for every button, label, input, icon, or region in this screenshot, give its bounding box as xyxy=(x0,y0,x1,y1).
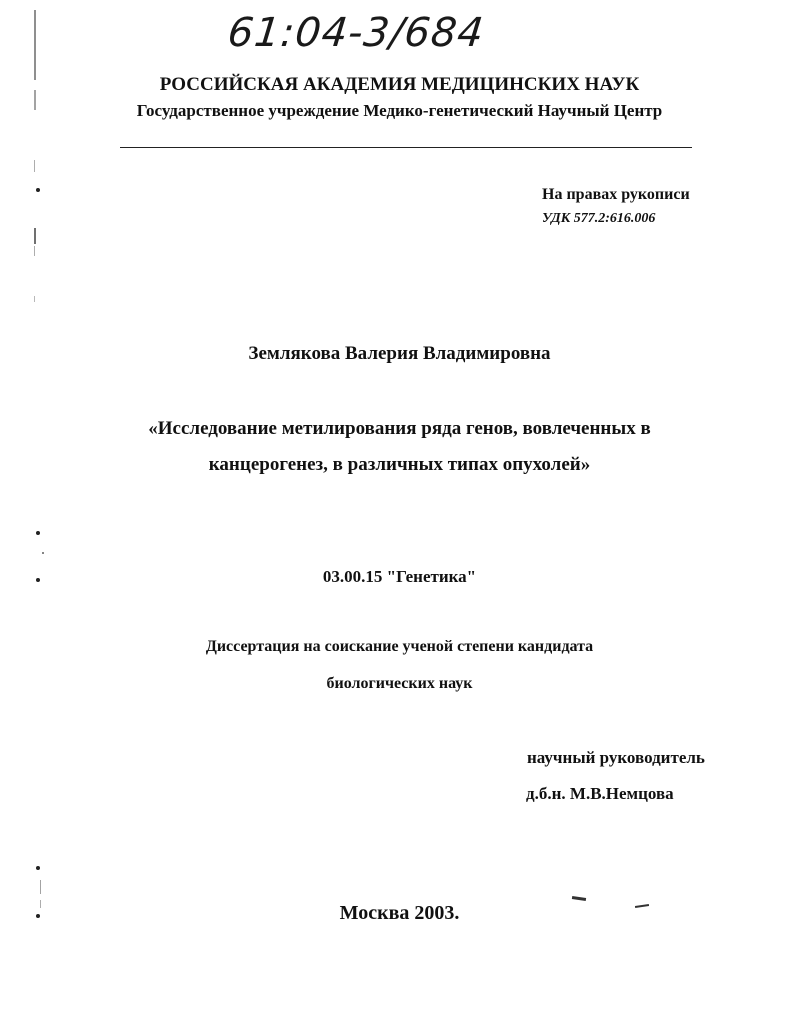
scan-artifact xyxy=(36,914,40,918)
scan-artifact xyxy=(36,866,40,870)
scan-artifact xyxy=(34,296,35,302)
scan-artifact xyxy=(36,188,40,192)
author-name: Землякова Валерия Владимировна xyxy=(248,343,551,364)
scan-artifact xyxy=(40,880,41,894)
scan-artifact xyxy=(34,246,35,256)
degree-statement-line-1: Диссертация на соискание ученой степени кандидата xyxy=(205,638,594,655)
specialty-code: 03.00.15 "Генетика" xyxy=(322,567,477,586)
dissertation-title-line-2: канцерогенез, в различных типах опухолей» xyxy=(208,454,591,475)
academy-heading: РОССИЙСКАЯ АКАДЕМИЯ МЕДИЦИНСКИХ НАУК xyxy=(159,74,640,95)
scan-artifact xyxy=(36,531,40,535)
scan-artifact xyxy=(36,578,40,582)
advisor-label: научный руководитель xyxy=(527,748,705,767)
scan-artifact xyxy=(34,160,35,172)
dissertation-title-line-1: «Исследование метилирования ряда генов, вовлеченных в xyxy=(148,418,651,439)
scan-artifact xyxy=(34,10,36,80)
city-and-year: Москва 2003. xyxy=(339,902,460,924)
advisor-name: д.б.н. М.В.Немцова xyxy=(526,784,674,803)
handwritten-archive-number: 61:04-3/684 xyxy=(225,10,487,56)
scan-artifact xyxy=(572,896,586,901)
scan-artifact xyxy=(40,900,41,908)
scan-artifact xyxy=(34,90,36,110)
manuscript-rights-note: На правах рукописи xyxy=(542,186,690,203)
udk-code: УДК 577.2:616.006 xyxy=(542,211,656,226)
scan-artifact xyxy=(42,552,44,554)
scan-artifact xyxy=(34,228,36,244)
degree-statement-line-2: биологических наук xyxy=(326,675,473,692)
header-divider xyxy=(120,147,692,148)
institution-heading: Государственное учреждение Медико-генетический Научный Центр xyxy=(136,101,663,120)
